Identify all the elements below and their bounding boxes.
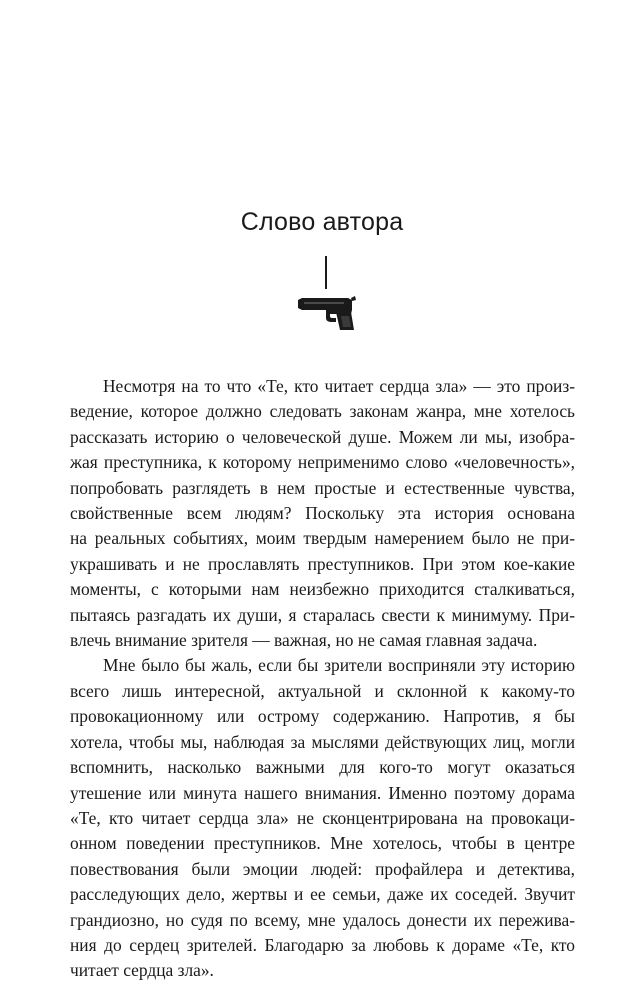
- text-line: онном поведении преступников. Мне хотелось, чтобы в центре: [70, 833, 575, 854]
- text-line: пытаясь разгадать их души, я старалась свести к минимуму. При-: [70, 604, 575, 625]
- text-line: рассказать историю о человеческой душе. Можем ли мы, изобра-: [70, 426, 575, 447]
- text-line: всего лишь интересной, актуальной и склонной к какому-то: [70, 680, 575, 701]
- author-foreword-text: [70, 374, 575, 984]
- text-line: читает сердца зла».: [70, 960, 214, 981]
- text-line: ведение, которое должно следовать законам жанра, мне хотелось: [70, 401, 575, 422]
- text-line: вспомнить, насколько важными для кого-то могут оказаться: [70, 757, 575, 778]
- text-line: грандиозно, но судя по всему, мне удалось донести их пережива-: [70, 909, 575, 930]
- text-line: провокационному или острому содержанию. Напротив, я бы: [70, 706, 575, 727]
- paragraph-2: [70, 653, 575, 983]
- pistol-icon: [296, 296, 356, 332]
- text-line: жая преступника, к которому неприменимо слово «человечность»,: [70, 452, 575, 473]
- text-line: попробовать разглядеть в нем простые и естественные чувства,: [70, 477, 575, 498]
- paragraph-1: [70, 374, 575, 653]
- text-line: моменты, с которыми нам неизбежно приходится сталкиваться,: [70, 579, 575, 600]
- text-line: Мне было бы жаль, если бы зрители восприняли эту историю: [103, 655, 575, 676]
- text-line: «Те, кто читает сердца зла» не сконцентрирована на провокаци-: [70, 807, 575, 828]
- text-line: Несмотря на то что «Те, кто читает сердца зла» — это произ-: [103, 376, 575, 396]
- text-line: украшивать и не прославлять преступников. При этом кое-какие: [70, 553, 575, 574]
- text-line: свойственные всем людям? Поскольку эта история основана: [70, 503, 575, 524]
- text-line: влечь внимание зрителя — важная, но не самая главная задача.: [70, 630, 538, 651]
- text-line: ния до сердец зрителей. Благодарю за любовь к дораме «Те, кто: [70, 934, 575, 955]
- text-line: расследующих дело, жертвы и ее семьи, даже их соседей. Звучит: [70, 884, 575, 905]
- vertical-rule: [325, 256, 327, 289]
- text-line: на реальных событиях, моим твердым намерением было не при-: [70, 528, 575, 549]
- text-line: хотела, чтобы мы, наблюдая за мыслями действующих лиц, могли: [70, 731, 575, 752]
- text-line: повествования были эмоции людей: профайлера и детектива,: [70, 858, 575, 879]
- text-line: утешение или минута нашего внимания. Именно поэтому дорама: [70, 782, 575, 803]
- chapter-title: Слово автора: [240, 208, 404, 236]
